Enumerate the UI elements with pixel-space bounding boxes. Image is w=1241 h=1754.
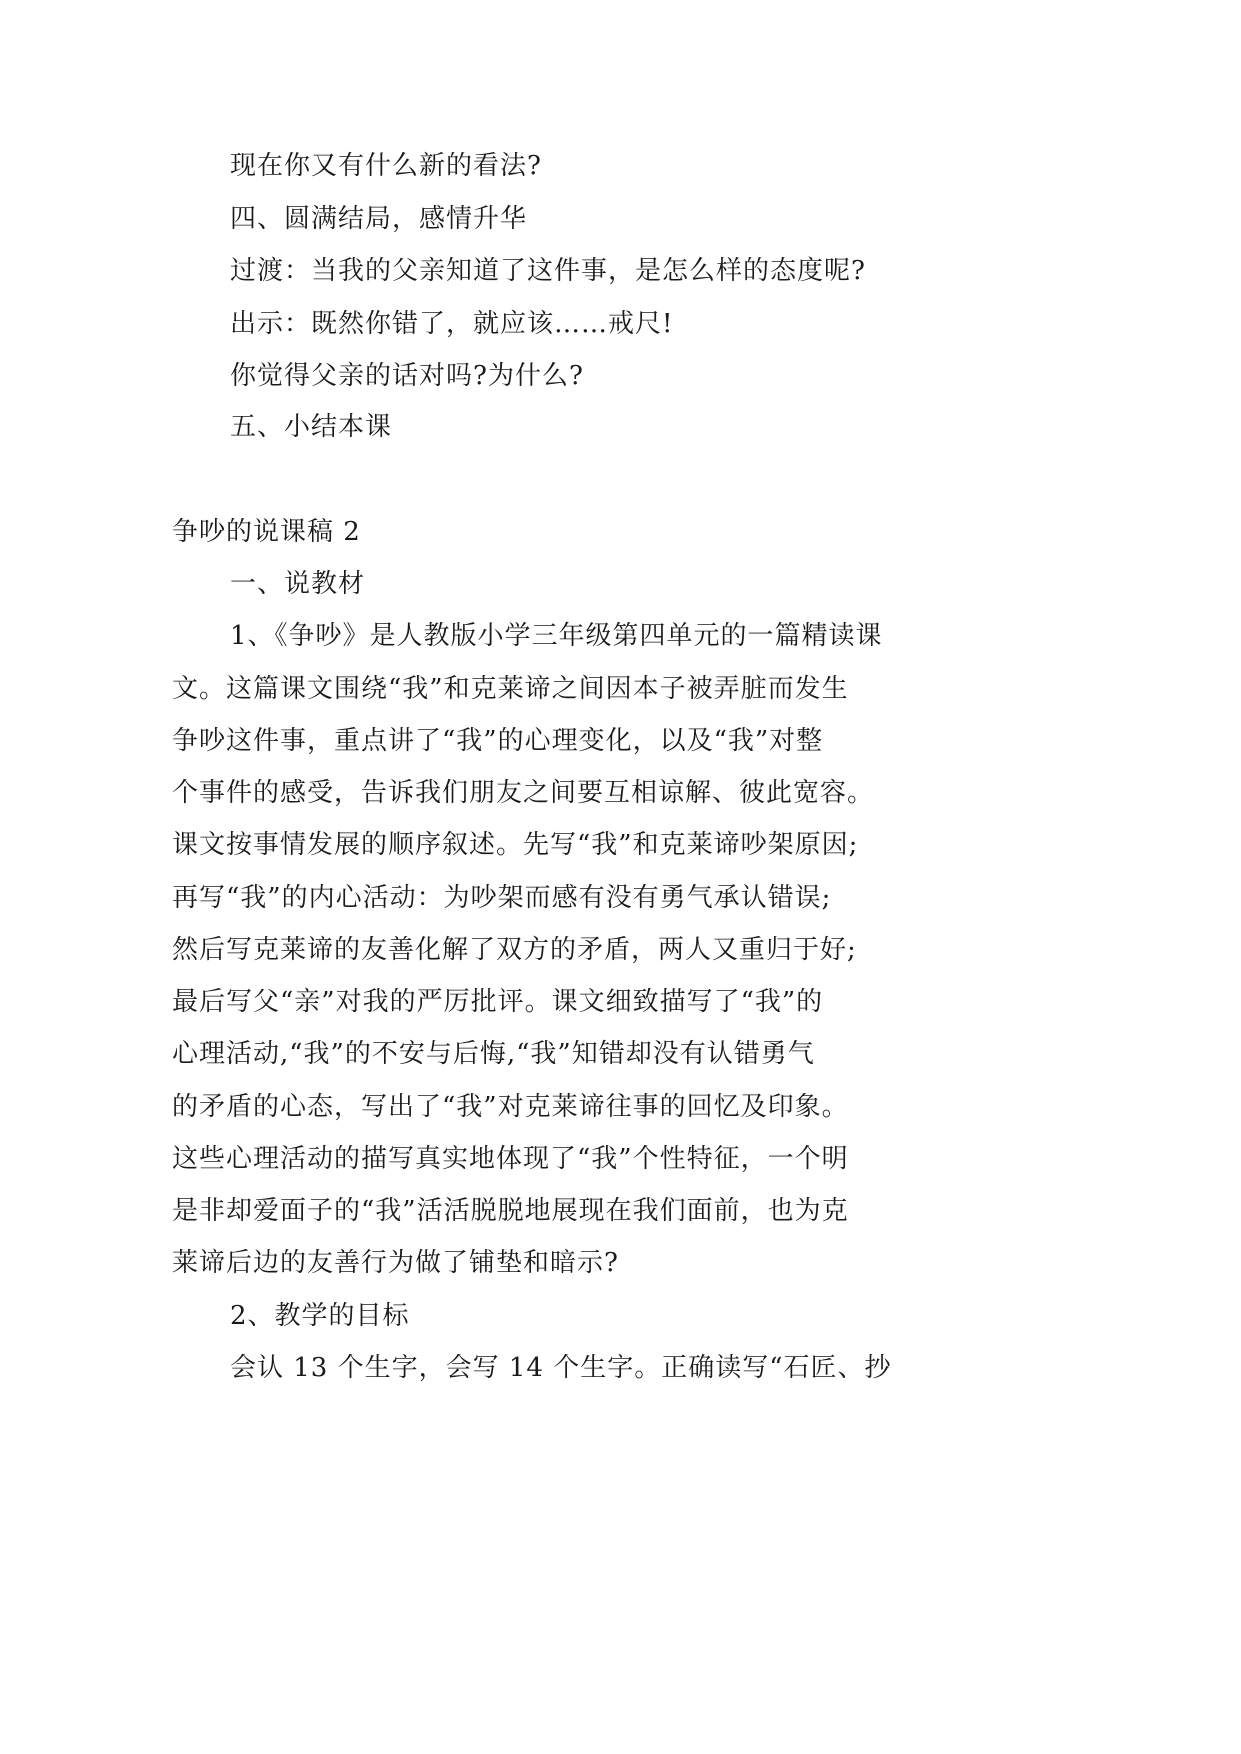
- text-line: 出示：既然你错了，就应该……戒尺!: [230, 309, 674, 339]
- paragraph-line: 再写“我”的内心活动：为吵架而感有没有勇气承认错误;: [172, 883, 832, 913]
- text-line: 你觉得父亲的话对吗?为什么?: [230, 361, 584, 391]
- section-heading: 五、小结本课: [230, 412, 393, 442]
- paragraph-line: 会认 13 个生字，会写 14 个生字。正确读写“石匠、抄: [230, 1353, 892, 1383]
- paragraph-line: 然后写克莱谛的友善化解了双方的矛盾，两人又重归于好;: [172, 935, 857, 965]
- paragraph-line: 个事件的感受，告诉我们朋友之间要互相谅解、彼此宽容。: [172, 778, 875, 808]
- section-heading: 一、说教材: [230, 569, 366, 599]
- paragraph-line: 争吵这件事，重点讲了“我”的心理变化，以及“我”对整: [172, 726, 824, 756]
- section-heading: 2、教学的目标: [230, 1301, 410, 1331]
- paragraph-line: 是非却爱面子的“我”活活脱脱地展现在我们面前，也为克: [172, 1196, 849, 1226]
- paragraph-line: 的矛盾的心态，写出了“我”对克莱谛往事的回忆及印象。: [172, 1092, 849, 1122]
- document-title: 争吵的说课稿 2: [172, 517, 361, 547]
- paragraph-line: 文。这篇课文围绕“我”和克莱谛之间因本子被弄脏而发生: [172, 674, 849, 704]
- section-heading: 四、圆满结局，感情升华: [230, 204, 528, 234]
- paragraph-line: 最后写父“亲”对我的严厉批评。课文细致描写了“我”的: [172, 987, 824, 1017]
- text-line: 过渡：当我的父亲知道了这件事，是怎么样的态度呢?: [230, 256, 866, 286]
- paragraph-line: 课文按事情发展的顺序叙述。先写“我”和克莱谛吵架原因;: [172, 830, 859, 860]
- paragraph-line: 这些心理活动的描写真实地体现了“我”个性特征，一个明: [172, 1144, 849, 1174]
- text-line: 现在你又有什么新的看法?: [230, 151, 542, 181]
- paragraph-line: 1、《争吵》是人教版小学三年级第四单元的一篇精读课: [230, 621, 883, 651]
- paragraph-line: 心理活动,“我”的不安与后悔,“我”知错却没有认错勇气: [172, 1039, 815, 1069]
- paragraph-line: 莱谛后边的友善行为做了铺垫和暗示?: [172, 1248, 619, 1278]
